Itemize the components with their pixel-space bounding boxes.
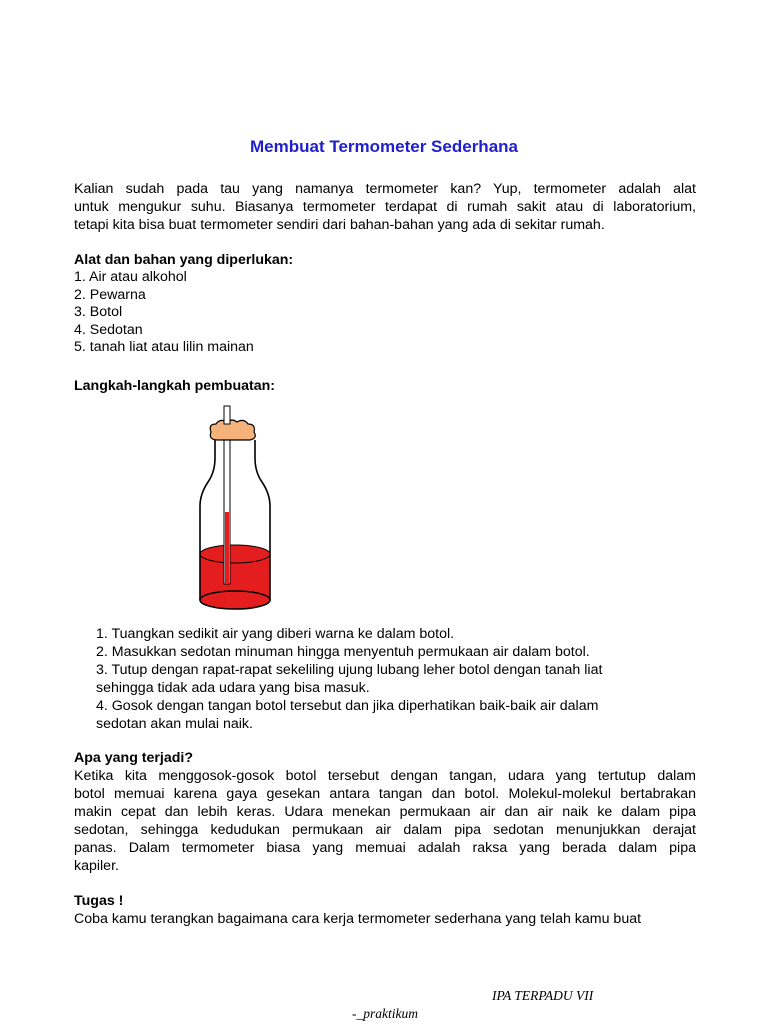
page-title: Membuat Termometer Sederhana xyxy=(250,137,518,156)
result-line: Ketika kita menggosok-gosok botol tersebut dengan tangan, udara yang tertutup dalam xyxy=(74,768,696,784)
clay-cork xyxy=(210,420,255,440)
result-line: makin cepat dan lebih keras. Udara menekan permukaan air dan air naik ke dalam pipa xyxy=(74,804,696,820)
task-heading: Tugas ! xyxy=(74,893,124,909)
materials-list xyxy=(74,269,254,357)
steps-heading: Langkah-langkah pembuatan: xyxy=(74,378,276,394)
step-item: 3. Tutup dengan rapat-rapat sekeliling ujung lubang leher botol dengan tanah liat xyxy=(96,662,603,678)
intro-paragraph xyxy=(74,180,696,234)
list-item: 3. Botol xyxy=(74,304,123,320)
step-item-continuation: sedotan akan mulai naik. xyxy=(96,716,253,732)
materials-heading: Alat dan bahan yang diperlukan: xyxy=(74,252,294,268)
footer-note: -_praktikum xyxy=(352,1006,418,1021)
step-item: 2. Masukkan sedotan minuman hingga menyentuh permukaan air dalam botol. xyxy=(96,644,590,660)
straw-liquid-column xyxy=(225,512,229,584)
result-line: kapiler. xyxy=(74,858,119,874)
result-heading: Apa yang terjadi? xyxy=(74,750,194,766)
footer-subject: IPA TERPADU VII xyxy=(492,988,594,1003)
result-line: sedotan, sehingga kedudukan permukaan air dalam pipa sedotan menunjukkan derajat xyxy=(74,822,696,838)
list-item: 4. Sedotan xyxy=(74,321,143,338)
task-text: Coba kamu terangkan bagaimana cara kerja termometer sederhana yang telah kamu buat xyxy=(74,911,642,927)
list-item: 2. Pewarna xyxy=(74,286,146,303)
result-paragraph xyxy=(74,767,696,875)
bottle-thermometer-illustration xyxy=(190,402,280,612)
result-line: panas. Dalam termometer biasa yang memuai adalah raksa yang berada dalam pipa xyxy=(74,840,696,856)
intro-line: Kalian sudah pada tau yang namanya termometer kan? Yup, termometer adalah alat xyxy=(74,181,696,197)
step-item-continuation: sehingga tidak ada udara yang bisa masuk. xyxy=(96,680,370,696)
step-item: 4. Gosok dengan tangan botol tersebut dan jika diperhatikan baik-baik air dalam xyxy=(96,698,599,714)
step-item: 1. Tuangkan sedikit air yang diberi warna ke dalam botol. xyxy=(96,626,455,642)
steps-list xyxy=(96,625,696,733)
intro-line: untuk mengukur suhu. Biasanya termometer terdapat di rumah sakit atau di laboratorium, xyxy=(74,199,696,215)
list-item: 1. Air atau alkohol xyxy=(74,269,187,285)
intro-line: tetapi kita bisa buat termometer sendiri dari bahan-bahan yang ada di sekitar rumah. xyxy=(74,217,605,233)
liquid-surface xyxy=(200,545,270,563)
result-line: botol memuai karena gaya gesekan antara tangan dan botol. Molekul-molekul bertabrakan xyxy=(74,786,696,802)
list-item: 5. tanah liat atau lilin mainan xyxy=(74,339,254,355)
